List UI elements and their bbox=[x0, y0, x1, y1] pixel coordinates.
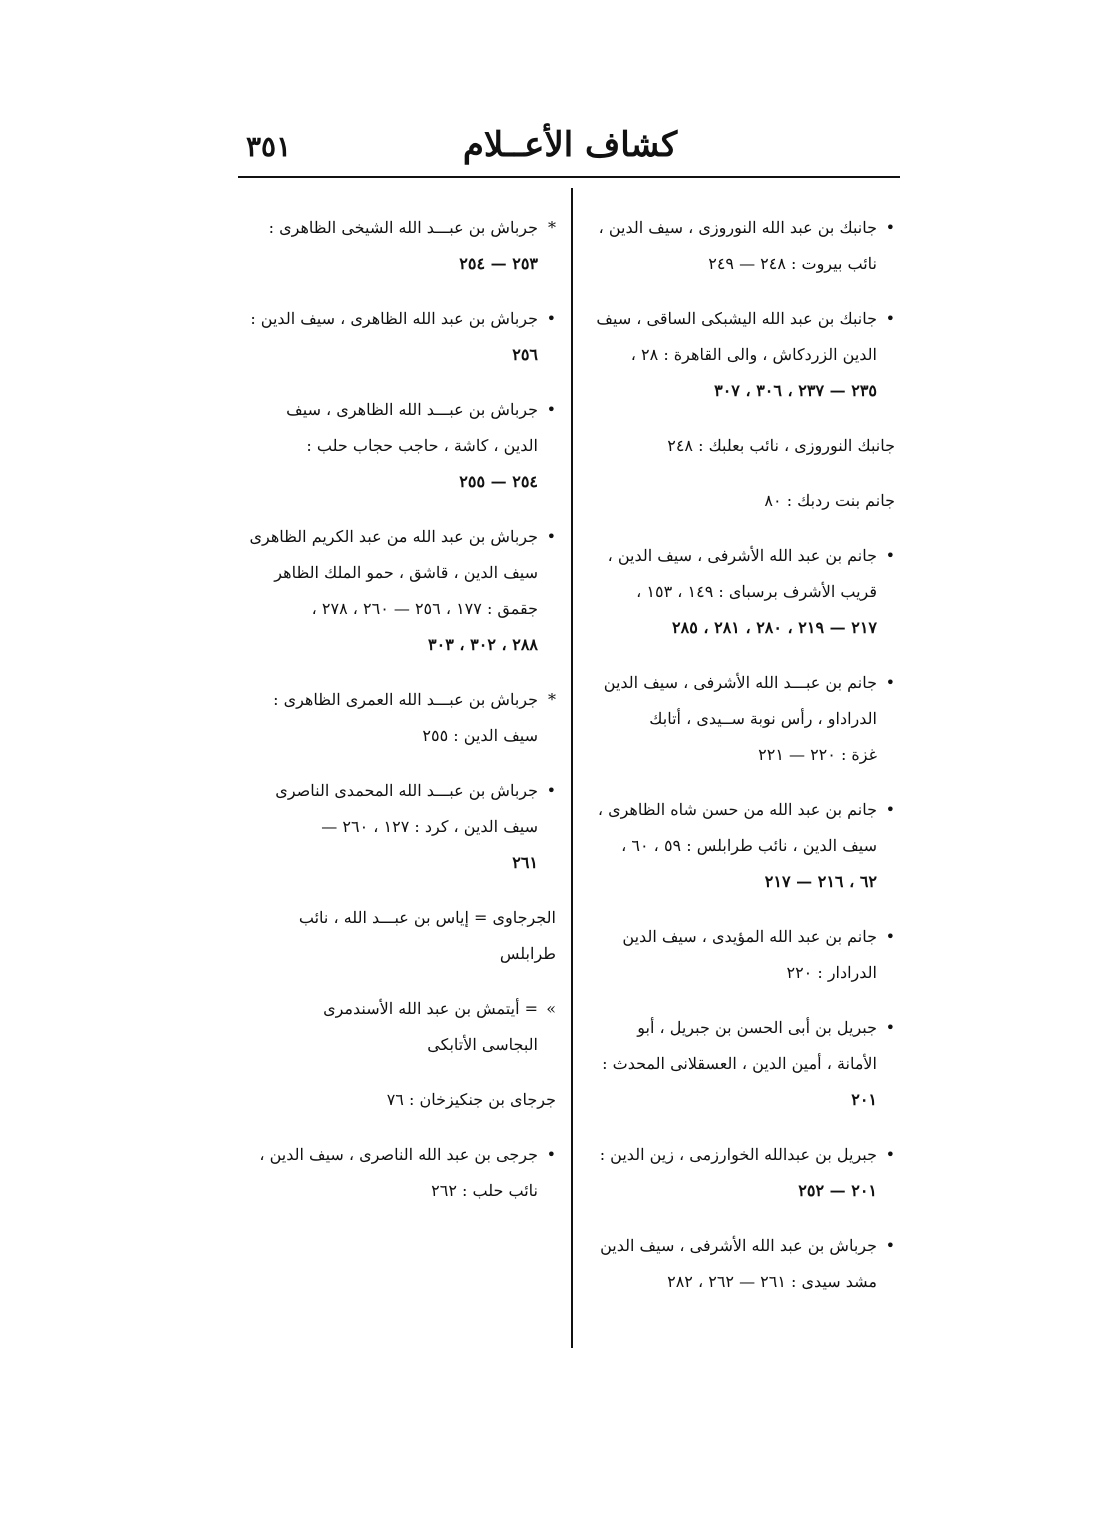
bullet-marker: • bbox=[885, 1018, 895, 1037]
index-column-left bbox=[238, 210, 556, 1228]
entry-line: ٢٥٦ bbox=[512, 345, 538, 364]
column-divider bbox=[571, 188, 573, 1348]
bullet-marker: • bbox=[546, 309, 556, 328]
index-entry bbox=[238, 210, 556, 282]
entry-line: جرجاى بن جنكيزخان : ٧٦ bbox=[386, 1090, 556, 1109]
index-entry bbox=[238, 301, 556, 373]
entry-line: سيف الدين ، نائب طرابلس : ٥٩ ، ٦٠ ، bbox=[621, 836, 877, 855]
entry-line: جانبك بن عبد الله النوروزى ، سيف الدين ، bbox=[598, 218, 877, 237]
bullet-marker: * bbox=[548, 690, 556, 709]
entry-line: غزة : ٢٢٠ — ٢٢١ bbox=[758, 745, 877, 764]
entry-line: طرابلس bbox=[499, 944, 556, 963]
entry-line: جرجى بن عبد الله الناصرى ، سيف الدين ، bbox=[259, 1145, 538, 1164]
index-entry bbox=[592, 665, 895, 773]
entry-line: جانم بن عبد الله الأشرفى ، سيف الدين ، bbox=[607, 546, 877, 565]
index-entry bbox=[238, 1137, 556, 1209]
entry-line: جبريل بن أبى الحسن بن جبريل ، أبو bbox=[637, 1018, 877, 1037]
index-entry bbox=[238, 773, 556, 881]
entry-line: ٢٠١ bbox=[851, 1090, 877, 1109]
bullet-marker: • bbox=[546, 1145, 556, 1164]
entry-line: ٦٢ ، ٢١٦ — ٢١٧ bbox=[764, 872, 877, 891]
entry-line: نائب حلب : ٢٦٢ bbox=[431, 1181, 538, 1200]
entry-line: = أيتمش بن عبد الله الأسندمرى bbox=[323, 999, 538, 1018]
entry-line: الدين الزردكاش ، والى القاهرة : ٢٨ ، bbox=[630, 345, 877, 364]
index-entry bbox=[592, 301, 895, 409]
index-entry bbox=[238, 991, 556, 1063]
index-entry bbox=[592, 1228, 895, 1300]
entry-line: الأمانة ، أمين الدين ، العسقلانى المحدث : bbox=[602, 1054, 877, 1073]
entry-line: سيف الدين ، كرد : ١٢٧ ، ٢٦٠ — bbox=[321, 817, 538, 836]
index-entry bbox=[238, 519, 556, 663]
entry-line: جانم بن عبد الله من حسن شاه الظاهرى ، bbox=[597, 800, 877, 819]
bullet-marker: • bbox=[885, 1236, 895, 1255]
page-title: كشاف الأعــلام bbox=[462, 125, 678, 165]
entry-line: ٢٣٥ — ٢٣٧ ، ٣٠٦ ، ٣٠٧ bbox=[714, 381, 877, 400]
entry-line: جانم بن عبـــد الله الأشرفى ، سيف الدين bbox=[603, 673, 877, 692]
entry-line: جرباش بن عبـــد الله الشيخى الظاهرى : bbox=[268, 218, 538, 237]
bullet-marker: • bbox=[885, 673, 895, 692]
entry-line: جرباش بن عبد الله من عبد الكريم الظاهرى bbox=[249, 527, 538, 546]
index-entry bbox=[592, 428, 895, 464]
entry-line: جقمق : ١٧٧ ، ٢٥٦ — ٢٦٠ ، ٢٧٨ ، bbox=[311, 599, 538, 618]
entry-line: جرباش بن عبد الله الظاهرى ، سيف الدين : bbox=[250, 309, 538, 328]
entry-line: جرباش بن عبـــد الله المحمدى الناصرى bbox=[275, 781, 538, 800]
bullet-marker: • bbox=[546, 400, 556, 419]
bullet-marker: » bbox=[546, 999, 556, 1018]
index-entry bbox=[592, 1137, 895, 1209]
entry-line: ٢٦١ bbox=[512, 853, 538, 872]
index-entry bbox=[238, 900, 556, 972]
entry-line: نائب بيروت : ٢٤٨ — ٢٤٩ bbox=[708, 254, 877, 273]
bullet-marker: • bbox=[885, 218, 895, 237]
index-entry bbox=[238, 1082, 556, 1118]
entry-line: الدراداو ، رأس نوبة ســيدى ، أتابك bbox=[649, 709, 877, 728]
entry-line: ٢٥٣ — ٢٥٤ bbox=[459, 254, 538, 273]
index-entry bbox=[238, 682, 556, 754]
index-entry bbox=[592, 538, 895, 646]
index-entry bbox=[592, 1010, 895, 1118]
entry-line: ٢٥٤ — ٢٥٥ bbox=[459, 472, 538, 491]
index-entry bbox=[238, 392, 556, 500]
bullet-marker: • bbox=[885, 1145, 895, 1164]
entry-line: جرباش بن عبد الله الأشرفى ، سيف الدين bbox=[600, 1236, 877, 1255]
entry-line: الجرجاوى = إياس بن عبـــد الله ، نائب bbox=[298, 908, 556, 927]
entry-line: سيف الدين : ٢٥٥ bbox=[422, 726, 538, 745]
entry-line: قريب الأشرف برسباى : ١٤٩ ، ١٥٣ ، bbox=[636, 582, 877, 601]
entry-line: الدين ، كاشة ، حاجب حجاب حلب : bbox=[306, 436, 538, 455]
entry-line: جانبك النوروزى ، نائب بعلبك : ٢٤٨ bbox=[667, 436, 895, 455]
entry-line: جرباش بن عبـــد الله الظاهرى ، سيف bbox=[286, 400, 538, 419]
entry-line: جرباش بن عبـــد الله العمرى الظاهرى : bbox=[273, 690, 538, 709]
bullet-marker: • bbox=[885, 546, 895, 565]
entry-line: جانبك بن عبد الله اليشبكى الساقى ، سيف bbox=[596, 309, 877, 328]
index-entry bbox=[592, 919, 895, 991]
page-number: ٣٥١ bbox=[246, 130, 292, 163]
entry-line: ٢١٧ — ٢١٩ ، ٢٨٠ ، ٢٨١ ، ٢٨٥ bbox=[672, 618, 877, 637]
entry-line: البجاسى الأتابكى bbox=[427, 1035, 538, 1054]
bullet-marker: • bbox=[546, 527, 556, 546]
bullet-marker: • bbox=[885, 800, 895, 819]
entry-line: جانم بن عبد الله المؤيدى ، سيف الدين bbox=[622, 927, 877, 946]
bullet-marker: * bbox=[548, 218, 556, 237]
index-entry bbox=[592, 483, 895, 519]
bullet-marker: • bbox=[885, 927, 895, 946]
header-rule bbox=[238, 176, 900, 178]
entry-line: الدرادار : ٢٢٠ bbox=[786, 963, 877, 982]
bullet-marker: • bbox=[885, 309, 895, 328]
entry-line: مشد سيدى : ٢٦١ — ٢٦٢ ، ٢٨٢ bbox=[667, 1272, 877, 1291]
index-entry bbox=[592, 210, 895, 282]
entry-line: سيف الدين ، قاشق ، حمو الملك الظاهر bbox=[274, 563, 538, 582]
entry-line: جبريل بن عبدالله الخوارزمى ، زين الدين : bbox=[599, 1145, 877, 1164]
entry-line: ٢٨٨ ، ٣٠٢ ، ٣٠٣ bbox=[428, 635, 538, 654]
entry-line: ٢٠١ — ٢٥٢ bbox=[798, 1181, 877, 1200]
index-column-right bbox=[592, 210, 895, 1319]
index-entry bbox=[592, 792, 895, 900]
bullet-marker: • bbox=[546, 781, 556, 800]
entry-line: جانم بنت ردبك : ٨٠ bbox=[764, 491, 895, 510]
